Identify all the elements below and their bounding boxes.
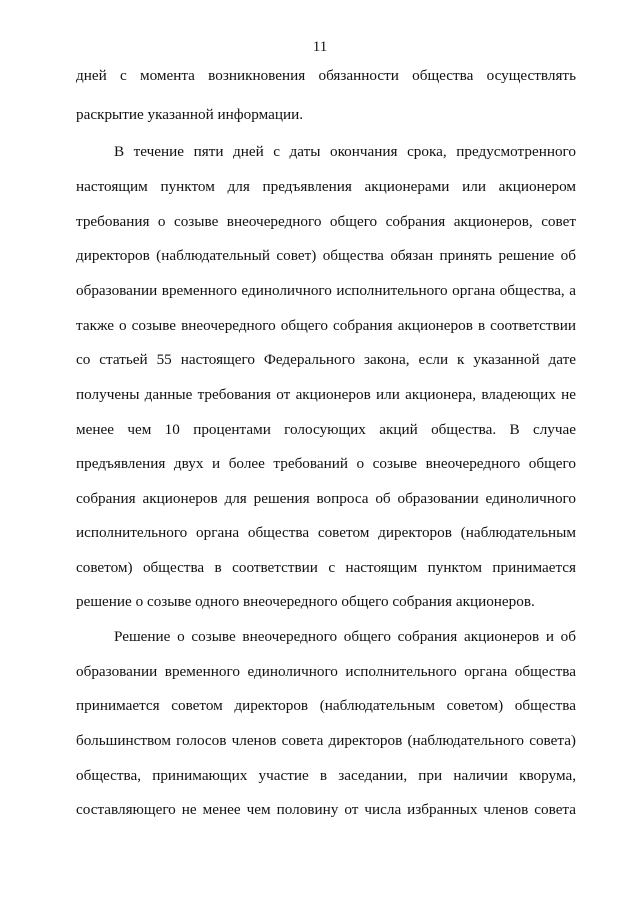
text-line: общества, принимающих участие в заседании, при наличии кворума,	[76, 767, 576, 784]
text-line: раскрытие указанной информации.	[76, 106, 304, 123]
text-line: составляющего не менее чем половину от числа избранных членов совета	[76, 801, 576, 818]
text-line: дней с момента возникновения обязанности общества осуществлять	[76, 67, 576, 84]
text-line: Решение о созыве внеочередного общего собрания акционеров и об	[114, 628, 576, 645]
text-line: требования о созыве внеочередного общего собрания акционеров, совет	[76, 213, 576, 230]
text-line: большинством голосов членов совета директоров (наблюдательного совета)	[76, 732, 576, 749]
text-line: менее чем 10 процентами голосующих акций общества. В случае	[76, 421, 576, 438]
text-line: советом) общества в соответствии с настоящим пунктом принимается	[76, 559, 576, 576]
page-number: 11	[312, 39, 328, 55]
text-line: решение о созыве одного внеочередного общего собрания акционеров.	[76, 593, 535, 610]
text-line: образовании временного единоличного исполнительного органа общества	[76, 663, 576, 680]
text-line: В течение пяти дней с даты окончания срока, предусмотренного	[114, 143, 576, 160]
text-line: получены данные требования от акционеров или акционера, владеющих не	[76, 386, 576, 403]
text-line: предъявления двух и более требований о созыве внеочередного общего	[76, 455, 576, 472]
text-line: директоров (наблюдательный совет) общества обязан принять решение об	[76, 247, 576, 264]
text-line: также о созыве внеочередного общего собрания акционеров в соответствии	[76, 317, 576, 334]
text-line: принимается советом директоров (наблюдательным советом) общества	[76, 697, 576, 714]
text-line: настоящим пунктом для предъявления акционерами или акционером	[76, 178, 576, 195]
text-line: собрания акционеров для решения вопроса об образовании единоличного	[76, 490, 576, 507]
text-line: исполнительного органа общества советом директоров (наблюдательным	[76, 524, 576, 541]
text-line: образовании временного единоличного исполнительного органа общества, а	[76, 282, 576, 299]
text-line: со статьей 55 настоящего Федерального закона, если к указанной дате	[76, 351, 576, 368]
